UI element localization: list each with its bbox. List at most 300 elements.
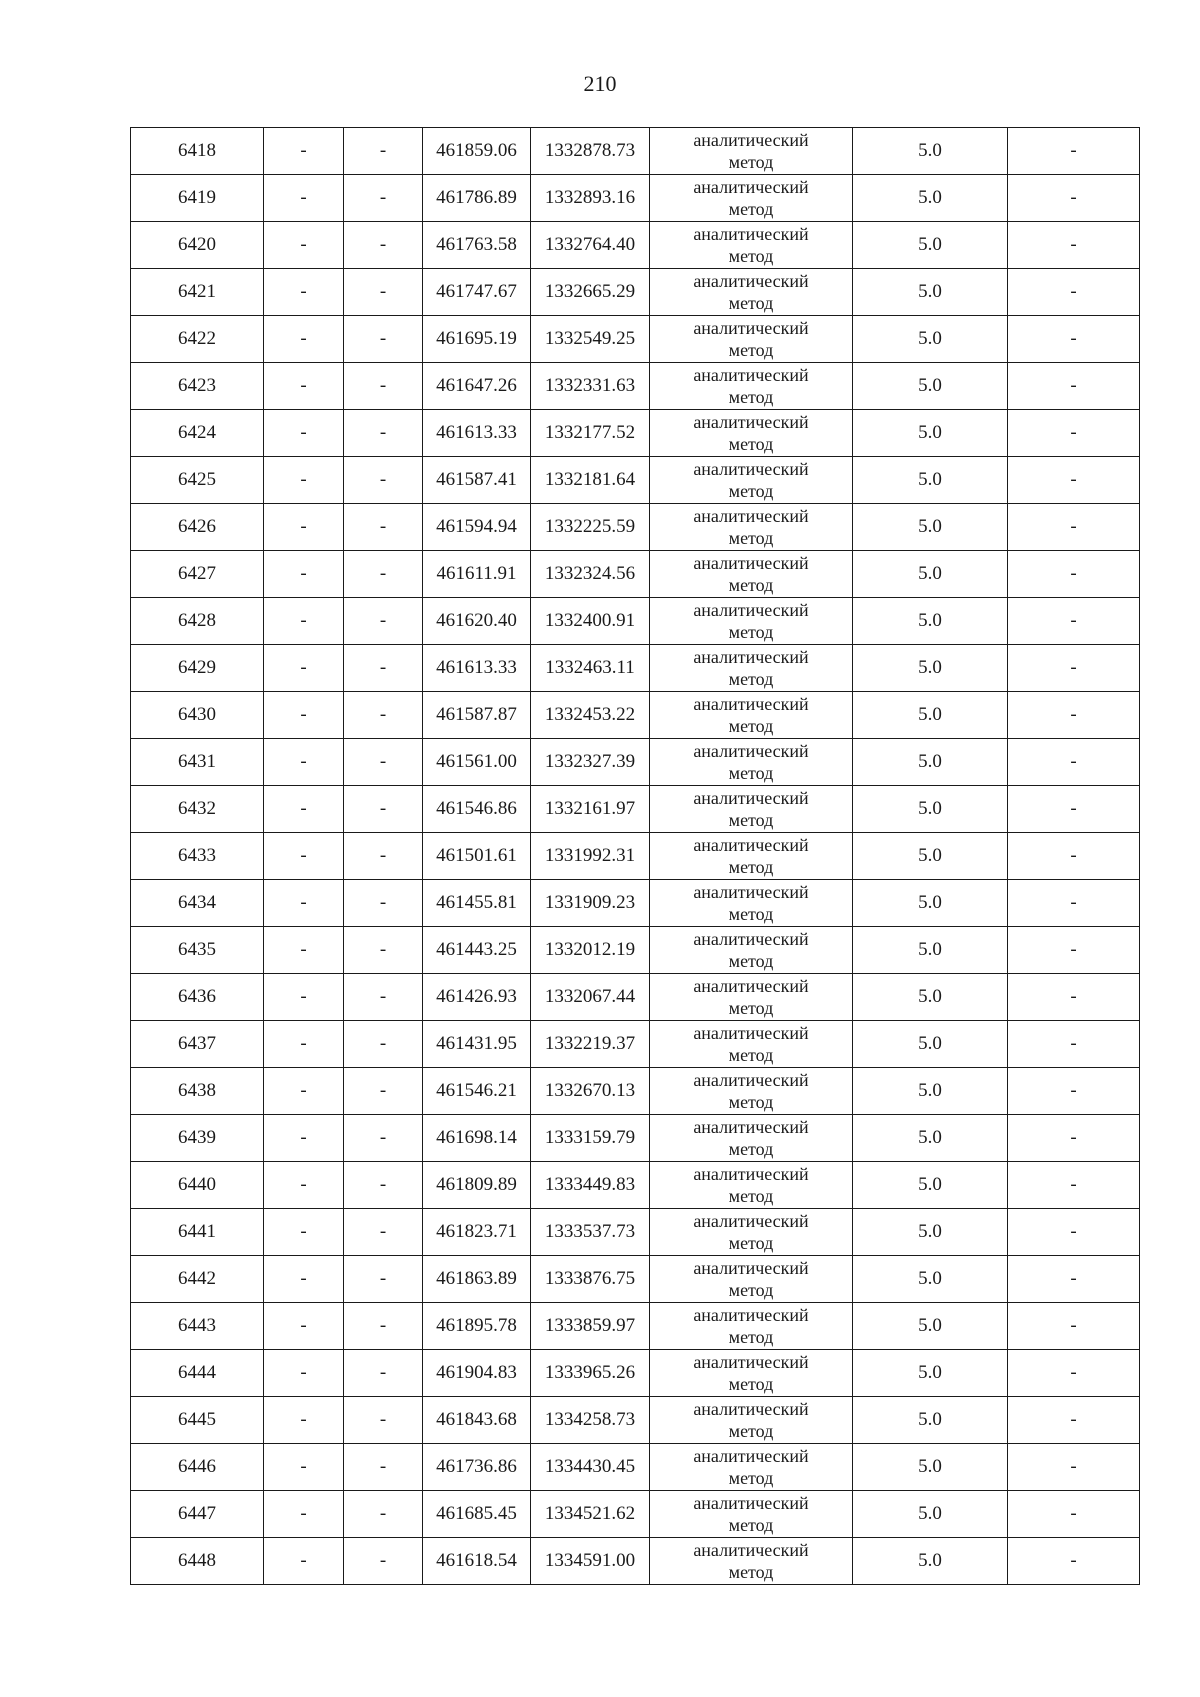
method-line: метод xyxy=(728,528,774,548)
method-line: метод xyxy=(728,1280,774,1300)
cell-col-3: - xyxy=(344,1115,423,1162)
cell-x-coordinate: 461613.33 xyxy=(423,410,531,457)
method-line: аналитический xyxy=(693,929,809,949)
cell-method xyxy=(650,1397,853,1444)
cell-method xyxy=(650,128,853,175)
cell-col-2: - xyxy=(264,269,344,316)
cell-note: - xyxy=(1008,551,1140,598)
cell-point-number: 6428 xyxy=(131,598,264,645)
cell-col-2: - xyxy=(264,1444,344,1491)
cell-note: - xyxy=(1008,598,1140,645)
cell-col-2: - xyxy=(264,1115,344,1162)
cell-point-number: 6424 xyxy=(131,410,264,457)
cell-x-coordinate: 461618.54 xyxy=(423,1538,531,1585)
method-line: метод xyxy=(728,1468,774,1488)
method-line: метод xyxy=(728,1562,774,1582)
cell-method xyxy=(650,880,853,927)
cell-method xyxy=(650,692,853,739)
cell-accuracy-value: 5.0 xyxy=(853,1538,1008,1585)
cell-x-coordinate: 461698.14 xyxy=(423,1115,531,1162)
cell-y-coordinate: 1332012.19 xyxy=(531,927,650,974)
method-line: метод xyxy=(728,716,774,736)
table-row xyxy=(131,1491,1140,1538)
cell-accuracy-value: 5.0 xyxy=(853,833,1008,880)
cell-point-number: 6435 xyxy=(131,927,264,974)
cell-col-2: - xyxy=(264,1162,344,1209)
cell-point-number: 6445 xyxy=(131,1397,264,1444)
cell-method xyxy=(650,739,853,786)
table-row xyxy=(131,692,1140,739)
cell-col-2: - xyxy=(264,1538,344,1585)
cell-accuracy-value: 5.0 xyxy=(853,927,1008,974)
cell-note: - xyxy=(1008,1491,1140,1538)
cell-point-number: 6439 xyxy=(131,1115,264,1162)
table-row xyxy=(131,1209,1140,1256)
cell-x-coordinate: 461546.21 xyxy=(423,1068,531,1115)
table-row xyxy=(131,1021,1140,1068)
cell-accuracy-value: 5.0 xyxy=(853,457,1008,504)
table-row xyxy=(131,222,1140,269)
cell-x-coordinate: 461809.89 xyxy=(423,1162,531,1209)
cell-accuracy-value: 5.0 xyxy=(853,786,1008,833)
method-line: аналитический xyxy=(693,412,809,432)
cell-col-3: - xyxy=(344,1256,423,1303)
cell-accuracy-value: 5.0 xyxy=(853,222,1008,269)
cell-col-3: - xyxy=(344,1303,423,1350)
method-line: метод xyxy=(728,293,774,313)
table-row xyxy=(131,1256,1140,1303)
cell-x-coordinate: 461786.89 xyxy=(423,175,531,222)
cell-point-number: 6425 xyxy=(131,457,264,504)
cell-col-2: - xyxy=(264,974,344,1021)
cell-col-3: - xyxy=(344,457,423,504)
cell-note: - xyxy=(1008,880,1140,927)
method-line: аналитический xyxy=(693,130,809,150)
method-line: метод xyxy=(728,434,774,454)
cell-accuracy-value: 5.0 xyxy=(853,1491,1008,1538)
method-line: метод xyxy=(728,857,774,877)
method-line: аналитический xyxy=(693,1211,809,1231)
cell-col-2: - xyxy=(264,786,344,833)
method-line: аналитический xyxy=(693,647,809,667)
cell-note: - xyxy=(1008,316,1140,363)
cell-point-number: 6444 xyxy=(131,1350,264,1397)
method-line: метод xyxy=(728,1139,774,1159)
cell-col-2: - xyxy=(264,1256,344,1303)
cell-x-coordinate: 461587.41 xyxy=(423,457,531,504)
cell-note: - xyxy=(1008,128,1140,175)
method-line: аналитический xyxy=(693,1023,809,1043)
cell-y-coordinate: 1331992.31 xyxy=(531,833,650,880)
cell-col-3: - xyxy=(344,1444,423,1491)
method-line: метод xyxy=(728,1374,774,1394)
cell-method xyxy=(650,1350,853,1397)
cell-note: - xyxy=(1008,504,1140,551)
cell-point-number: 6430 xyxy=(131,692,264,739)
cell-y-coordinate: 1332670.13 xyxy=(531,1068,650,1115)
cell-col-3: - xyxy=(344,833,423,880)
method-line: аналитический xyxy=(693,1493,809,1513)
cell-method xyxy=(650,833,853,880)
method-line: метод xyxy=(728,481,774,501)
method-line: аналитический xyxy=(693,976,809,996)
method-line: аналитический xyxy=(693,1258,809,1278)
table-row xyxy=(131,598,1140,645)
method-line: метод xyxy=(728,1092,774,1112)
cell-accuracy-value: 5.0 xyxy=(853,880,1008,927)
cell-col-3: - xyxy=(344,504,423,551)
cell-col-2: - xyxy=(264,504,344,551)
cell-col-2: - xyxy=(264,1350,344,1397)
cell-col-2: - xyxy=(264,1209,344,1256)
cell-col-3: - xyxy=(344,175,423,222)
cell-y-coordinate: 1332463.11 xyxy=(531,645,650,692)
table-row xyxy=(131,1538,1140,1585)
cell-accuracy-value: 5.0 xyxy=(853,1021,1008,1068)
cell-col-3: - xyxy=(344,645,423,692)
method-line: аналитический xyxy=(693,318,809,338)
cell-col-3: - xyxy=(344,786,423,833)
cell-accuracy-value: 5.0 xyxy=(853,363,1008,410)
cell-y-coordinate: 1334591.00 xyxy=(531,1538,650,1585)
cell-x-coordinate: 461587.87 xyxy=(423,692,531,739)
cell-note: - xyxy=(1008,1303,1140,1350)
cell-note: - xyxy=(1008,1350,1140,1397)
table-row xyxy=(131,974,1140,1021)
cell-accuracy-value: 5.0 xyxy=(853,1115,1008,1162)
cell-col-2: - xyxy=(264,316,344,363)
cell-note: - xyxy=(1008,1538,1140,1585)
method-line: аналитический xyxy=(693,177,809,197)
cell-col-2: - xyxy=(264,457,344,504)
cell-col-3: - xyxy=(344,269,423,316)
cell-note: - xyxy=(1008,1021,1140,1068)
cell-y-coordinate: 1332400.91 xyxy=(531,598,650,645)
cell-accuracy-value: 5.0 xyxy=(853,598,1008,645)
cell-y-coordinate: 1333159.79 xyxy=(531,1115,650,1162)
cell-note: - xyxy=(1008,1256,1140,1303)
cell-method xyxy=(650,1491,853,1538)
cell-y-coordinate: 1332067.44 xyxy=(531,974,650,1021)
cell-col-3: - xyxy=(344,551,423,598)
cell-accuracy-value: 5.0 xyxy=(853,1256,1008,1303)
cell-point-number: 6420 xyxy=(131,222,264,269)
method-line: аналитический xyxy=(693,600,809,620)
cell-accuracy-value: 5.0 xyxy=(853,645,1008,692)
cell-accuracy-value: 5.0 xyxy=(853,128,1008,175)
cell-col-3: - xyxy=(344,316,423,363)
cell-x-coordinate: 461823.71 xyxy=(423,1209,531,1256)
table-row xyxy=(131,1115,1140,1162)
method-line: аналитический xyxy=(693,1446,809,1466)
cell-method xyxy=(650,645,853,692)
cell-col-3: - xyxy=(344,1021,423,1068)
cell-method xyxy=(650,269,853,316)
cell-note: - xyxy=(1008,363,1140,410)
cell-accuracy-value: 5.0 xyxy=(853,974,1008,1021)
cell-col-2: - xyxy=(264,128,344,175)
cell-col-3: - xyxy=(344,1162,423,1209)
method-line: метод xyxy=(728,1045,774,1065)
method-line: метод xyxy=(728,152,774,172)
method-line: аналитический xyxy=(693,1540,809,1560)
cell-x-coordinate: 461611.91 xyxy=(423,551,531,598)
cell-point-number: 6426 xyxy=(131,504,264,551)
cell-note: - xyxy=(1008,410,1140,457)
cell-y-coordinate: 1333965.26 xyxy=(531,1350,650,1397)
cell-col-2: - xyxy=(264,739,344,786)
table-row xyxy=(131,363,1140,410)
cell-point-number: 6448 xyxy=(131,1538,264,1585)
cell-y-coordinate: 1332327.39 xyxy=(531,739,650,786)
method-line: метод xyxy=(728,199,774,219)
cell-method xyxy=(650,1256,853,1303)
cell-x-coordinate: 461426.93 xyxy=(423,974,531,1021)
method-line: аналитический xyxy=(693,553,809,573)
table-row xyxy=(131,457,1140,504)
method-line: метод xyxy=(728,340,774,360)
cell-method xyxy=(650,927,853,974)
cell-method xyxy=(650,1068,853,1115)
cell-point-number: 6442 xyxy=(131,1256,264,1303)
cell-accuracy-value: 5.0 xyxy=(853,316,1008,363)
method-line: метод xyxy=(728,998,774,1018)
cell-col-3: - xyxy=(344,128,423,175)
cell-point-number: 6422 xyxy=(131,316,264,363)
cell-col-2: - xyxy=(264,222,344,269)
cell-method xyxy=(650,1303,853,1350)
cell-note: - xyxy=(1008,457,1140,504)
cell-y-coordinate: 1332177.52 xyxy=(531,410,650,457)
table-row xyxy=(131,833,1140,880)
cell-y-coordinate: 1332219.37 xyxy=(531,1021,650,1068)
cell-col-3: - xyxy=(344,1491,423,1538)
cell-method xyxy=(650,974,853,1021)
cell-accuracy-value: 5.0 xyxy=(853,692,1008,739)
cell-point-number: 6419 xyxy=(131,175,264,222)
cell-method xyxy=(650,457,853,504)
method-line: метод xyxy=(728,1421,774,1441)
cell-method xyxy=(650,316,853,363)
cell-y-coordinate: 1331909.23 xyxy=(531,880,650,927)
cell-col-2: - xyxy=(264,1491,344,1538)
cell-x-coordinate: 461859.06 xyxy=(423,128,531,175)
cell-accuracy-value: 5.0 xyxy=(853,739,1008,786)
cell-note: - xyxy=(1008,1162,1140,1209)
cell-x-coordinate: 461647.26 xyxy=(423,363,531,410)
cell-point-number: 6447 xyxy=(131,1491,264,1538)
cell-col-2: - xyxy=(264,598,344,645)
cell-point-number: 6418 xyxy=(131,128,264,175)
cell-point-number: 6434 xyxy=(131,880,264,927)
cell-accuracy-value: 5.0 xyxy=(853,504,1008,551)
cell-y-coordinate: 1334430.45 xyxy=(531,1444,650,1491)
cell-col-3: - xyxy=(344,927,423,974)
cell-method xyxy=(650,598,853,645)
cell-col-3: - xyxy=(344,222,423,269)
cell-y-coordinate: 1332893.16 xyxy=(531,175,650,222)
table-body xyxy=(131,128,1140,1585)
table-row xyxy=(131,739,1140,786)
cell-method xyxy=(650,551,853,598)
cell-note: - xyxy=(1008,1209,1140,1256)
cell-y-coordinate: 1332549.25 xyxy=(531,316,650,363)
cell-col-3: - xyxy=(344,1397,423,1444)
method-line: аналитический xyxy=(693,882,809,902)
method-line: аналитический xyxy=(693,224,809,244)
cell-col-3: - xyxy=(344,1068,423,1115)
page-number: 210 xyxy=(583,71,617,96)
cell-note: - xyxy=(1008,692,1140,739)
cell-note: - xyxy=(1008,645,1140,692)
cell-note: - xyxy=(1008,927,1140,974)
cell-col-2: - xyxy=(264,363,344,410)
cell-note: - xyxy=(1008,786,1140,833)
cell-note: - xyxy=(1008,1397,1140,1444)
method-line: метод xyxy=(728,246,774,266)
table-row xyxy=(131,1350,1140,1397)
cell-accuracy-value: 5.0 xyxy=(853,551,1008,598)
method-line: метод xyxy=(728,904,774,924)
table-row xyxy=(131,645,1140,692)
cell-col-2: - xyxy=(264,410,344,457)
cell-method xyxy=(650,1162,853,1209)
cell-accuracy-value: 5.0 xyxy=(853,1303,1008,1350)
cell-note: - xyxy=(1008,1068,1140,1115)
cell-y-coordinate: 1332161.97 xyxy=(531,786,650,833)
cell-method xyxy=(650,1538,853,1585)
cell-method xyxy=(650,410,853,457)
cell-x-coordinate: 461443.25 xyxy=(423,927,531,974)
cell-col-2: - xyxy=(264,880,344,927)
table-row xyxy=(131,1397,1140,1444)
cell-method xyxy=(650,1209,853,1256)
cell-x-coordinate: 461455.81 xyxy=(423,880,531,927)
cell-point-number: 6427 xyxy=(131,551,264,598)
cell-accuracy-value: 5.0 xyxy=(853,1068,1008,1115)
method-line: метод xyxy=(728,622,774,642)
cell-x-coordinate: 461501.61 xyxy=(423,833,531,880)
cell-method xyxy=(650,1021,853,1068)
cell-point-number: 6431 xyxy=(131,739,264,786)
cell-y-coordinate: 1333537.73 xyxy=(531,1209,650,1256)
method-line: метод xyxy=(728,951,774,971)
cell-point-number: 6446 xyxy=(131,1444,264,1491)
cell-y-coordinate: 1332878.73 xyxy=(531,128,650,175)
cell-y-coordinate: 1332331.63 xyxy=(531,363,650,410)
cell-col-3: - xyxy=(344,1350,423,1397)
cell-x-coordinate: 461747.67 xyxy=(423,269,531,316)
cell-col-2: - xyxy=(264,833,344,880)
cell-y-coordinate: 1332225.59 xyxy=(531,504,650,551)
cell-x-coordinate: 461736.86 xyxy=(423,1444,531,1491)
method-line: аналитический xyxy=(693,694,809,714)
table-row xyxy=(131,1068,1140,1115)
cell-note: - xyxy=(1008,269,1140,316)
method-line: метод xyxy=(728,763,774,783)
table-row xyxy=(131,1444,1140,1491)
cell-x-coordinate: 461431.95 xyxy=(423,1021,531,1068)
cell-point-number: 6437 xyxy=(131,1021,264,1068)
cell-y-coordinate: 1333859.97 xyxy=(531,1303,650,1350)
cell-col-3: - xyxy=(344,739,423,786)
cell-accuracy-value: 5.0 xyxy=(853,269,1008,316)
coordinates-table xyxy=(130,127,1140,1585)
method-line: аналитический xyxy=(693,1117,809,1137)
method-line: метод xyxy=(728,1327,774,1347)
cell-point-number: 6441 xyxy=(131,1209,264,1256)
cell-y-coordinate: 1332181.64 xyxy=(531,457,650,504)
cell-col-2: - xyxy=(264,1021,344,1068)
cell-point-number: 6432 xyxy=(131,786,264,833)
cell-col-2: - xyxy=(264,1068,344,1115)
cell-accuracy-value: 5.0 xyxy=(853,1162,1008,1209)
cell-note: - xyxy=(1008,739,1140,786)
method-line: аналитический xyxy=(693,506,809,526)
cell-y-coordinate: 1334521.62 xyxy=(531,1491,650,1538)
cell-accuracy-value: 5.0 xyxy=(853,1444,1008,1491)
cell-note: - xyxy=(1008,974,1140,1021)
table-row xyxy=(131,410,1140,457)
cell-col-2: - xyxy=(264,551,344,598)
cell-point-number: 6421 xyxy=(131,269,264,316)
method-line: аналитический xyxy=(693,741,809,761)
cell-col-2: - xyxy=(264,645,344,692)
method-line: аналитический xyxy=(693,365,809,385)
cell-method xyxy=(650,1444,853,1491)
method-line: метод xyxy=(728,575,774,595)
cell-x-coordinate: 461695.19 xyxy=(423,316,531,363)
cell-point-number: 6443 xyxy=(131,1303,264,1350)
cell-col-3: - xyxy=(344,598,423,645)
cell-y-coordinate: 1334258.73 xyxy=(531,1397,650,1444)
cell-col-2: - xyxy=(264,1303,344,1350)
cell-col-3: - xyxy=(344,880,423,927)
cell-y-coordinate: 1332665.29 xyxy=(531,269,650,316)
cell-method xyxy=(650,175,853,222)
cell-point-number: 6436 xyxy=(131,974,264,1021)
cell-col-3: - xyxy=(344,692,423,739)
table-row xyxy=(131,269,1140,316)
cell-x-coordinate: 461613.33 xyxy=(423,645,531,692)
cell-col-3: - xyxy=(344,410,423,457)
cell-x-coordinate: 461863.89 xyxy=(423,1256,531,1303)
cell-note: - xyxy=(1008,222,1140,269)
cell-y-coordinate: 1332453.22 xyxy=(531,692,650,739)
cell-x-coordinate: 461763.58 xyxy=(423,222,531,269)
cell-y-coordinate: 1333449.83 xyxy=(531,1162,650,1209)
cell-x-coordinate: 461620.40 xyxy=(423,598,531,645)
method-line: аналитический xyxy=(693,271,809,291)
method-line: аналитический xyxy=(693,1070,809,1090)
cell-note: - xyxy=(1008,175,1140,222)
cell-col-3: - xyxy=(344,1538,423,1585)
method-line: метод xyxy=(728,810,774,830)
cell-y-coordinate: 1332324.56 xyxy=(531,551,650,598)
table-row xyxy=(131,504,1140,551)
method-line: аналитический xyxy=(693,1399,809,1419)
table-row xyxy=(131,551,1140,598)
method-line: метод xyxy=(728,669,774,689)
cell-x-coordinate: 461685.45 xyxy=(423,1491,531,1538)
cell-note: - xyxy=(1008,833,1140,880)
cell-accuracy-value: 5.0 xyxy=(853,1209,1008,1256)
method-line: аналитический xyxy=(693,459,809,479)
cell-method xyxy=(650,1115,853,1162)
cell-col-3: - xyxy=(344,974,423,1021)
cell-y-coordinate: 1333876.75 xyxy=(531,1256,650,1303)
cell-x-coordinate: 461904.83 xyxy=(423,1350,531,1397)
